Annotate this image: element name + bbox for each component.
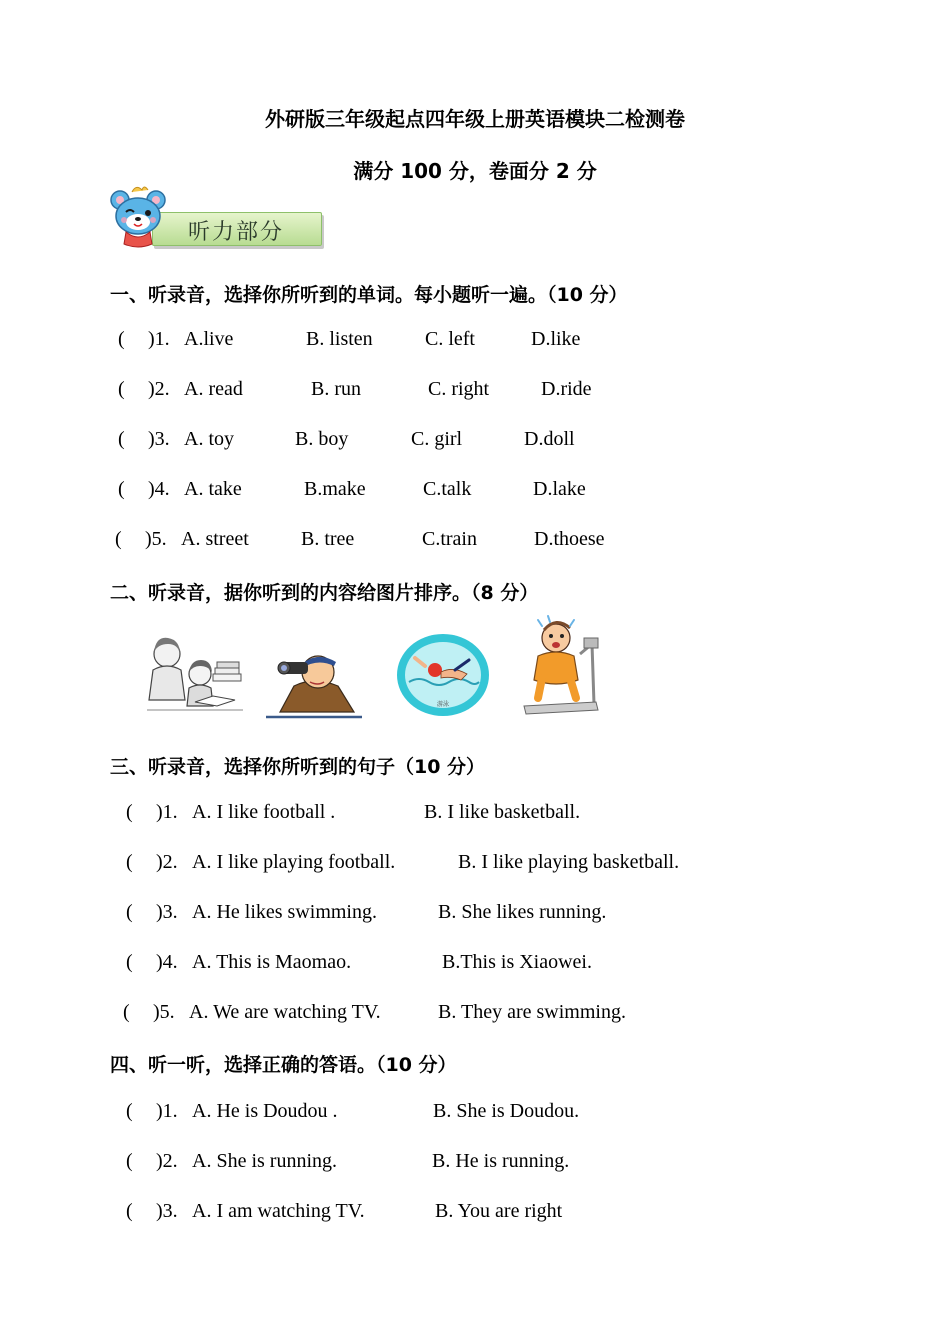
question-number: )1. xyxy=(148,328,170,350)
option-b: B.make xyxy=(304,478,366,500)
option-c: C. girl xyxy=(411,428,463,450)
answer-bracket: ( xyxy=(118,378,125,400)
answer-bracket: ( xyxy=(115,528,122,550)
option-a: A. She is running. xyxy=(192,1150,337,1172)
option-c: C.talk xyxy=(423,478,472,500)
option-a: A.live xyxy=(184,328,234,350)
option-b: B. He is running. xyxy=(432,1150,570,1172)
option-b: B. tree xyxy=(301,528,355,550)
question-number: )2. xyxy=(156,1150,178,1172)
option-d: D.ride xyxy=(541,378,592,400)
page-title: 外研版三年级起点四年级上册英语模块二检测卷 xyxy=(265,107,685,131)
question-number: )4. xyxy=(148,478,170,500)
option-c: C. left xyxy=(425,328,475,350)
option-d: D.like xyxy=(531,328,581,350)
option-a: A. I like football . xyxy=(192,801,336,823)
answer-bracket: ( xyxy=(118,428,125,450)
answer-bracket: ( xyxy=(126,1200,133,1222)
option-a: A. read xyxy=(184,378,243,400)
option-a: A. toy xyxy=(184,428,234,450)
listening-section-badge xyxy=(106,186,326,248)
question-number: )3. xyxy=(148,428,170,450)
option-a: A. He is Doudou . xyxy=(192,1100,338,1122)
option-d: D.lake xyxy=(533,478,586,500)
section-1-heading: 一、听录音，选择你所听到的单词。每小题听一遍。（10 分） xyxy=(110,284,628,306)
question-number: )5. xyxy=(153,1001,175,1023)
section-4-heading: 四、听一听，选择正确的答语。（10 分） xyxy=(110,1054,457,1076)
page-subtitle: 满分 100 分，卷面分 2 分 xyxy=(353,159,597,183)
option-b: B. You are right xyxy=(435,1200,563,1222)
question-number: )5. xyxy=(145,528,167,550)
badge-label: 听力部分 xyxy=(188,220,285,245)
option-b: B. She is Doudou. xyxy=(433,1100,580,1122)
option-b: B. listen xyxy=(306,328,373,350)
question-number: )2. xyxy=(148,378,170,400)
binoculars-boy-icon xyxy=(266,646,364,720)
option-a: A. This is Maomao. xyxy=(192,951,352,973)
answer-bracket: ( xyxy=(126,951,133,973)
option-a: A. I am watching TV. xyxy=(192,1200,365,1222)
option-a: A. I like playing football. xyxy=(192,851,396,873)
question-number: )4. xyxy=(156,951,178,973)
option-b: B. She likes running. xyxy=(438,901,607,923)
question-number: )2. xyxy=(156,851,178,873)
option-b: B. I like playing basketball. xyxy=(458,851,680,873)
question-number: )1. xyxy=(156,1100,178,1122)
answer-bracket: ( xyxy=(126,1100,133,1122)
option-b: B. run xyxy=(311,378,361,400)
option-b: B. They are swimming. xyxy=(438,1001,626,1023)
answer-bracket: ( xyxy=(126,901,133,923)
treadmill-running-icon xyxy=(518,614,602,718)
answer-bracket: ( xyxy=(118,478,125,500)
option-a: A. We are watching TV. xyxy=(189,1001,381,1023)
answer-bracket: ( xyxy=(118,328,125,350)
answer-bracket: ( xyxy=(126,801,133,823)
option-c: C.train xyxy=(422,528,477,550)
swimming-icon xyxy=(395,632,491,718)
question-number: )1. xyxy=(156,801,178,823)
option-a: A. street xyxy=(181,528,249,550)
option-b: B. boy xyxy=(295,428,349,450)
reading-mother-child-icon xyxy=(145,632,245,716)
section-3-heading: 三、听录音，选择你所听到的句子（10 分） xyxy=(110,756,486,778)
option-c: C. right xyxy=(428,378,490,400)
swim-caption: 游泳 xyxy=(436,701,450,708)
option-b: B. I like basketball. xyxy=(424,801,581,823)
option-d: D.thoese xyxy=(534,528,605,550)
answer-bracket: ( xyxy=(126,1150,133,1172)
answer-bracket: ( xyxy=(123,1001,130,1023)
bear-mascot-icon xyxy=(106,186,170,248)
answer-bracket: ( xyxy=(126,851,133,873)
question-number: )3. xyxy=(156,1200,178,1222)
option-a: A. take xyxy=(184,478,242,500)
question-number: )3. xyxy=(156,901,178,923)
option-a: A. He likes swimming. xyxy=(192,901,377,923)
section-2-heading: 二、听录音，据你听到的内容给图片排序。（8 分） xyxy=(110,582,539,604)
option-b: B.This is Xiaowei. xyxy=(442,951,592,973)
option-d: D.doll xyxy=(524,428,575,450)
